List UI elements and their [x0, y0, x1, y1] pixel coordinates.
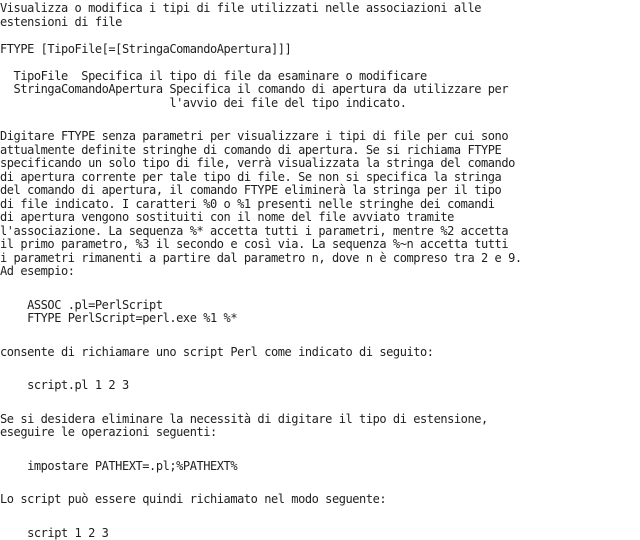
- body-line: l'associazione. La sequenza %* accetta tutti i parametri, mentre %2 accetta: [0, 225, 640, 239]
- text-line: Lo script può essere quindi richiamato nel modo seguente:: [0, 493, 640, 507]
- syntax-line: FTYPE [TipoFile[=[StringaComandoApertura]]]: [0, 43, 640, 57]
- example-line: impostare PATHEXT=.pl;%PATHEXT%: [0, 460, 640, 474]
- param-line: l'avvio dei file del tipo indicato.: [0, 97, 640, 111]
- blank-line: [0, 326, 640, 346]
- body-line: del comando di apertura, il comando FTYPE eliminerà la stringa per il tipo: [0, 184, 640, 198]
- description-line: Visualizza o modifica i tipi di file utilizzati nelle associazioni alle: [0, 2, 640, 16]
- body-line: Digitare FTYPE senza parametri per visualizzare i tipi di file per cui sono: [0, 130, 640, 144]
- blank-line: [0, 110, 640, 130]
- blank-line: [0, 56, 640, 70]
- param-line: TipoFile Specifica il tipo di file da esaminare o modificare: [0, 70, 640, 84]
- blank-line: [0, 393, 640, 413]
- text-line: Se si desidera eliminare la necessità di digitare il tipo di estensione,: [0, 413, 640, 427]
- body-line: Ad esempio:: [0, 265, 640, 279]
- body-line: attualmente definite stringhe di comando di apertura. Se si richiama FTYPE: [0, 144, 640, 158]
- body-line: specificando un solo tipo di file, verrà visualizzata la stringa del comando: [0, 157, 640, 171]
- body-line: di apertura corrente per tale tipo di file. Se non si specifica la stringa: [0, 171, 640, 185]
- example-line: FTYPE PerlScript=perl.exe %1 %*: [0, 312, 640, 326]
- blank-line: [0, 279, 640, 299]
- example-line: ASSOC .pl=PerlScript: [0, 299, 640, 313]
- blank-line: [0, 359, 640, 379]
- body-line: di file indicato. I caratteri %0 o %1 presenti nelle stringhe dei comandi: [0, 198, 640, 212]
- blank-line: [0, 473, 640, 493]
- blank-line: [0, 507, 640, 527]
- param-line: StringaComandoApertura Specifica il comando di apertura da utilizzare per: [0, 83, 640, 97]
- blank-line: [0, 29, 640, 43]
- body-line: i parametri rimanenti a partire dal parametro n, dove n è compreso tra 2 e 9.: [0, 252, 640, 266]
- example-line: script 1 2 3: [0, 527, 640, 540]
- text-line: eseguire le operazioni seguenti:: [0, 426, 640, 440]
- blank-line: [0, 440, 640, 460]
- description-line: estensioni di file: [0, 16, 640, 30]
- body-line: il primo parametro, %3 il secondo e così via. La sequenza %~n accetta tutti: [0, 238, 640, 252]
- example-line: script.pl 1 2 3: [0, 379, 640, 393]
- text-line: consente di richiamare uno script Perl come indicato di seguito:: [0, 346, 640, 360]
- body-line: di apertura vengono sostituiti con il nome del file avviato tramite: [0, 211, 640, 225]
